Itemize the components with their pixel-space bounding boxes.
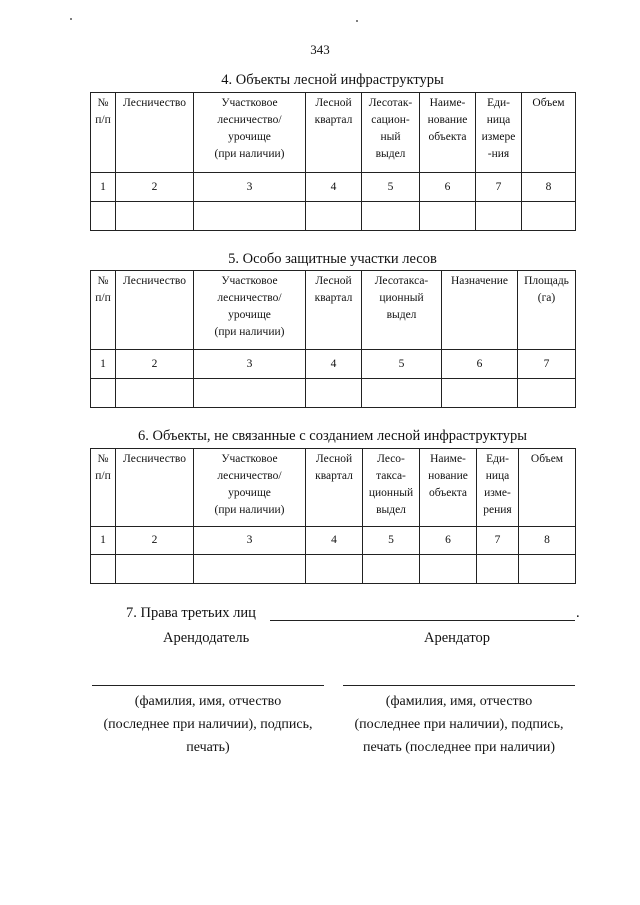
empty-cell <box>194 202 306 231</box>
empty-cell <box>362 202 420 231</box>
col-number: 1 <box>91 173 116 202</box>
col-number: 7 <box>476 173 522 202</box>
col-header: Площадь (га) <box>518 271 576 350</box>
empty-cell <box>306 202 362 231</box>
empty-cell <box>420 202 476 231</box>
col-header: Назначение <box>442 271 518 350</box>
col-header: № п/п <box>91 449 116 527</box>
lessee-title: Арендатор <box>424 630 491 646</box>
col-header: № п/п <box>91 271 116 350</box>
page-number: 343 <box>310 42 330 57</box>
third-party-rights-label: 7. Права третьих лиц <box>126 605 256 621</box>
col-header: Лесной квартал <box>306 271 362 350</box>
col-number: 3 <box>194 350 306 379</box>
protective-areas-table <box>90 270 576 408</box>
empty-cell <box>363 555 420 584</box>
col-header: № п/п <box>91 93 116 173</box>
empty-cell <box>194 379 306 408</box>
col-number: 1 <box>91 527 116 555</box>
col-number: 7 <box>518 350 576 379</box>
col-number: 8 <box>519 527 576 555</box>
col-number: 7 <box>477 527 519 555</box>
number-row <box>91 527 576 555</box>
col-header: Лесотак- сацион- ный выдел <box>362 93 420 173</box>
col-number: 5 <box>363 527 420 555</box>
col-header: Еди- ница изме- рения <box>477 449 519 527</box>
non-infrastructure-objects-table <box>90 448 576 584</box>
lessee-signature-note: (фамилия, имя, отчество (последнее при наличии), подпись, печать (последнее при наличии) <box>354 694 564 755</box>
col-header: Лесничество <box>116 93 194 173</box>
col-header: Лесо- такса- ционный выдел <box>363 449 420 527</box>
empty-cell <box>91 202 116 231</box>
empty-cell <box>91 555 116 584</box>
empty-cell <box>116 555 194 584</box>
header-row <box>91 93 576 173</box>
col-number: 5 <box>362 350 442 379</box>
col-number: 5 <box>362 173 420 202</box>
col-number: 3 <box>194 527 306 555</box>
col-number: 8 <box>522 173 576 202</box>
col-number: 6 <box>420 527 477 555</box>
third-party-rights-end-mark: . <box>576 605 580 621</box>
empty-cell <box>420 555 477 584</box>
empty-row <box>91 202 576 231</box>
col-header: Участковое лесничество/ урочище (при наличии) <box>194 93 306 173</box>
header-row <box>91 271 576 350</box>
col-header: Участковое лесничество/ урочище (при наличии) <box>194 449 306 527</box>
col-number: 6 <box>420 173 476 202</box>
empty-cell <box>519 555 576 584</box>
col-number: 3 <box>194 173 306 202</box>
col-number: 4 <box>306 527 363 555</box>
header-row <box>91 449 576 527</box>
empty-cell <box>362 379 442 408</box>
empty-cell <box>306 555 363 584</box>
section-5-title: 5. Особо защитные участки лесов <box>228 251 437 267</box>
empty-row <box>91 555 576 584</box>
infrastructure-objects-table <box>90 92 576 231</box>
empty-cell <box>116 379 194 408</box>
col-header: Еди- ница измере -ния <box>476 93 522 173</box>
col-header: Наиме- нование объекта <box>420 93 476 173</box>
col-number: 4 <box>306 350 362 379</box>
scan-speck <box>70 18 72 20</box>
col-number: 1 <box>91 350 116 379</box>
col-number: 2 <box>116 173 194 202</box>
empty-cell <box>518 379 576 408</box>
col-header: Лесничество <box>116 449 194 527</box>
section-6-title: 6. Объекты, не связанные с созданием лесной инфраструктуры <box>138 428 527 444</box>
section-4-title: 4. Объекты лесной инфраструктуры <box>221 72 444 88</box>
col-number: 4 <box>306 173 362 202</box>
empty-cell <box>522 202 576 231</box>
empty-cell <box>476 202 522 231</box>
col-number: 2 <box>116 527 194 555</box>
col-header: Лесничество <box>116 271 194 350</box>
lessee-signature-line <box>343 685 575 686</box>
empty-cell <box>116 202 194 231</box>
third-party-rights-blank <box>270 620 575 621</box>
col-header: Объем <box>522 93 576 173</box>
col-header: Наиме- нование объекта <box>420 449 477 527</box>
lessor-signature-line <box>92 685 324 686</box>
empty-cell <box>477 555 519 584</box>
lessor-signature-note: (фамилия, имя, отчество (последнее при наличии), подпись, печать) <box>103 694 313 755</box>
col-header: Лесной квартал <box>306 93 362 173</box>
empty-cell <box>91 379 116 408</box>
col-header: Объем <box>519 449 576 527</box>
empty-cell <box>442 379 518 408</box>
lessor-title: Арендодатель <box>163 630 250 646</box>
col-header: Лесной квартал <box>306 449 363 527</box>
number-row <box>91 350 576 379</box>
col-header: Участковое лесничество/ урочище (при наличии) <box>194 271 306 350</box>
col-header: Лесотакса- ционный выдел <box>362 271 442 350</box>
empty-cell <box>306 379 362 408</box>
scan-speck <box>356 20 358 22</box>
col-number: 6 <box>442 350 518 379</box>
col-number: 2 <box>116 350 194 379</box>
number-row <box>91 173 576 202</box>
empty-cell <box>194 555 306 584</box>
empty-row <box>91 379 576 408</box>
